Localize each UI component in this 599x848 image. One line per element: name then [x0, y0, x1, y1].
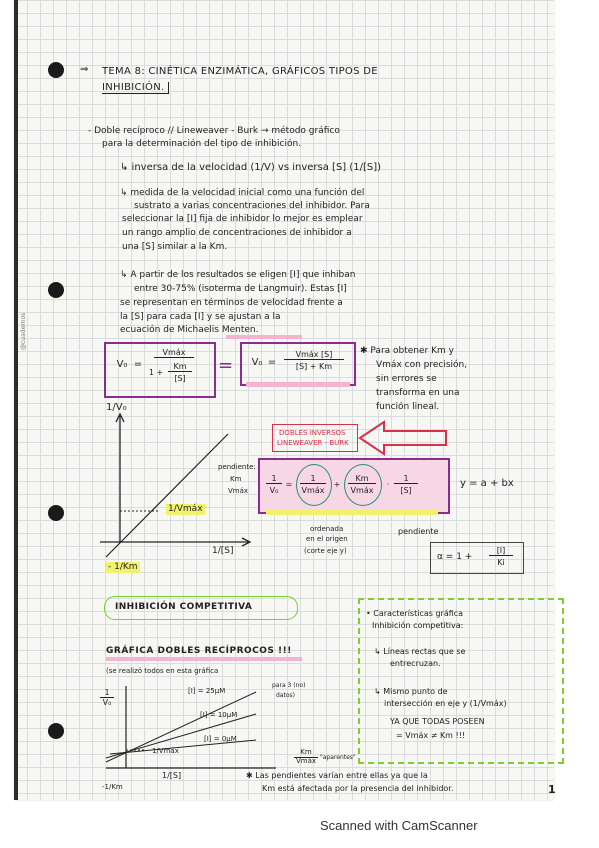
comp-y-num: 1 — [100, 688, 114, 698]
lb-slope-vmax: Vmáx — [228, 487, 249, 495]
equation-note: sin errores se — [376, 374, 437, 384]
note-line: - Doble recíproco // Lineweaver - Burk → método gráfico — [88, 126, 340, 136]
lb-intercept-x: - 1/Km — [108, 562, 138, 572]
vmax-numerator: Vmáx — [154, 348, 194, 358]
page-title: TEMA 8: CINÉTICA ENZIMÁTICA, GRÁFICOS TIPOS DE — [102, 66, 378, 77]
scan-footer: Scanned with CamScanner — [320, 818, 478, 833]
graph-title: GRÁFICA DOBLES RECÍPROCOS !!! — [106, 646, 292, 656]
slope-circle — [344, 464, 382, 506]
km-term: Km — [168, 362, 192, 372]
comp-x-label: 1/[S] — [162, 771, 182, 780]
alpha-i: [I] — [489, 546, 513, 556]
feature-1: ↳ Líneas rectas que se — [374, 647, 466, 656]
note-line: una [S] similar a la Km. — [122, 242, 228, 252]
binder-hole — [48, 282, 64, 298]
note-line: para la determinación del tipo de inhibición. — [102, 139, 302, 149]
one-plus: 1 + — [148, 368, 164, 377]
lb-km: Km — [348, 474, 376, 484]
features-title: • Características gráfica — [366, 609, 464, 618]
alpha-box — [430, 542, 524, 574]
title-arrow: ⇒ — [80, 64, 89, 75]
binder-hole — [48, 62, 64, 78]
ordinate-note: ordenada — [310, 525, 344, 533]
highlight-graph-title — [106, 657, 302, 661]
graph-subtitle2: para 3 (no) — [272, 682, 306, 689]
lb-y-axis-label: 1/V₀ — [106, 402, 127, 413]
v0-symbol: V₀ — [251, 357, 263, 368]
lb-vmax: Vmáx — [301, 486, 325, 495]
highlight-michaelis — [226, 335, 302, 339]
equation-note: ✱ Para obtener Km y — [360, 346, 454, 356]
note-line: sustrato a varias concentraciones del inhibidor. Para — [134, 201, 370, 211]
red-arrow-icon — [360, 420, 450, 456]
conc-0: [I] = 0μM — [204, 735, 237, 743]
features-box — [358, 598, 564, 764]
feature-2b: intersección en eje y (1/Vmáx) — [384, 699, 507, 708]
slope-var-tag: "aparentes" — [320, 754, 356, 761]
lb-vmax-2: Vmáx — [350, 486, 374, 495]
lb-title: DOBLES INVERSOS — [279, 429, 346, 437]
alpha-eq: α = 1 + — [437, 552, 473, 562]
equation-note: transforma en una — [376, 388, 460, 398]
feature-2c: YA QUE TODAS POSEEN — [390, 717, 485, 726]
note-line: un rango amplio de concentraciones de inhibidor a — [122, 228, 352, 238]
binder-hole — [48, 723, 64, 739]
competitive-heading-box — [104, 596, 298, 620]
graph-subtitle3: datos) — [276, 692, 295, 699]
notebook-page — [14, 0, 554, 800]
note-line: entre 30-75% (isoterma de Langmuir). Estas [I] — [134, 284, 347, 294]
lb-slope-label: pendiente: — [218, 463, 256, 471]
binder-hole — [48, 505, 64, 521]
lb-intercept-y: 1/Vmáx — [168, 504, 203, 514]
page-number: 1 — [548, 783, 556, 796]
slope-var-km: Km — [294, 748, 318, 758]
page-title-line2: INHIBICIÓN. — [102, 82, 169, 94]
lb-one-numerator: 1 — [300, 474, 326, 484]
ordinate-note: en el origen — [306, 535, 348, 543]
lb-equals: = — [285, 480, 293, 489]
side-watermark: @cuadernos — [20, 312, 27, 350]
s-plus-km: [S] + Km — [295, 362, 333, 371]
footnote: ✱ Las pendientes varían entre ellas ya que la — [246, 771, 428, 780]
ordinate-note: (corte eje y) — [304, 547, 347, 555]
mm-equation-box-2 — [240, 342, 356, 386]
lb-plus: + — [333, 480, 341, 489]
note-line: ecuación de Michaelis Menten. — [120, 325, 259, 335]
equals-symbol: = — [133, 359, 143, 370]
competitive-heading: INHIBICIÓN COMPETITIVA — [115, 602, 253, 612]
linear-form: y = a + bx — [460, 478, 514, 489]
lb-s-den: [S] — [400, 486, 412, 495]
comp-y-den: V₀ — [102, 698, 112, 707]
equals-between-boxes: = — [218, 355, 234, 376]
comp-intercept-y: 1/Vmáx — [152, 747, 179, 755]
comp-intercept-x: -1/Km — [102, 783, 123, 791]
lb-dot: · — [386, 480, 390, 489]
note-line: ↳ A partir de los resultados se eligen [I] que inhiban — [120, 270, 356, 280]
ordinate-circle — [296, 464, 332, 506]
feature-2: ↳ Mismo punto de — [374, 687, 448, 696]
slope-note: pendiente — [398, 527, 439, 536]
footnote-2: Km está afectada por la presencia del inhibidor. — [262, 784, 454, 793]
notebook-spine — [14, 0, 18, 800]
lb-s-num: 1 — [394, 474, 418, 484]
highlight-lb — [266, 510, 438, 515]
features-title-2: Inhibición competitiva: — [372, 621, 464, 630]
vmax-s-numerator: Vmáx [S] — [284, 350, 344, 360]
graph-subtitle: (se realizó todos en esta gráfica — [106, 667, 219, 675]
lb-v0: V₀ — [269, 486, 279, 495]
note-line: seleccionar la [I] fija de inhibidor lo mejor es emplear — [122, 214, 363, 224]
s-term: [S] — [174, 374, 186, 383]
conc-10: [I] = 10μM — [200, 711, 238, 719]
note-line: se representan en términos de velocidad frente a — [120, 298, 343, 308]
alpha-ki: Ki — [497, 558, 505, 567]
note-line: la [S] para cada [I] y se ajustan a la — [120, 312, 281, 322]
feature-1b: entrecruzan. — [390, 659, 441, 668]
lb-title-box — [272, 424, 358, 452]
equals-symbol: = — [267, 357, 277, 368]
v0-symbol: V₀ — [116, 359, 128, 370]
lb-slope-km: Km — [230, 475, 242, 483]
conc-25: [I] = 25μM — [188, 687, 226, 695]
lb-x-axis-label: 1/[S] — [212, 546, 234, 556]
lb-one: 1 — [266, 474, 282, 484]
equation-note: Vmáx con precisión, — [376, 360, 468, 370]
mm-equation-box-1 — [104, 342, 216, 398]
equation-note: función lineal. — [376, 402, 440, 412]
note-line: ↳ medida de la velocidad inicial como una función del — [120, 188, 365, 198]
lb-equation-box — [258, 458, 450, 514]
lb-title-line2: LINEWEAVER - BURK — [277, 439, 349, 447]
note-line: ↳ inversa de la velocidad (1/V) vs inversa [S] (1/[S]) — [120, 162, 382, 173]
slope-var-vmax: Vmáx — [295, 757, 317, 765]
highlight-equation — [246, 382, 350, 387]
feature-2d: = Vmáx ≠ Km !!! — [396, 731, 466, 740]
